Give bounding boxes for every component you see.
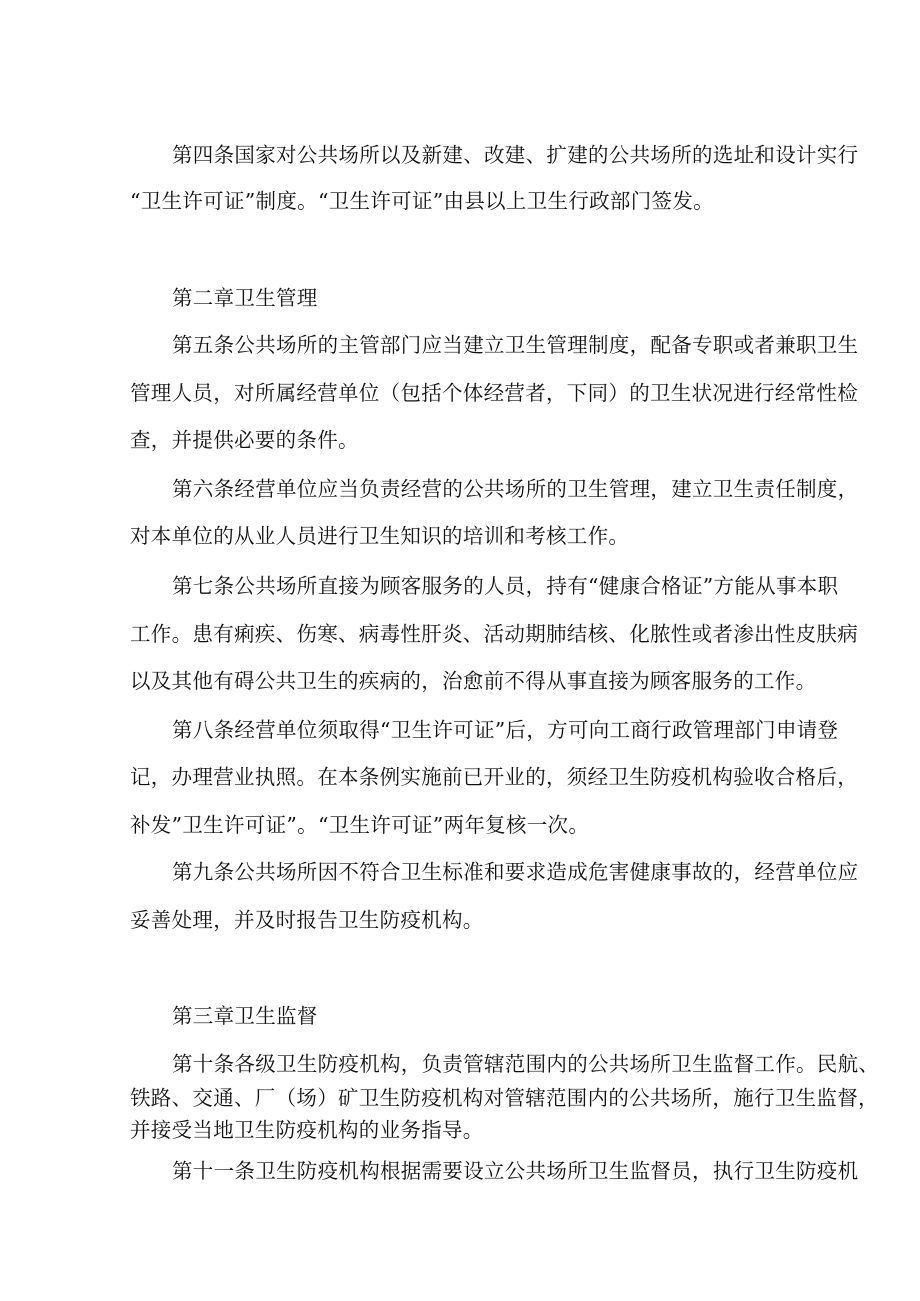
article-10-line-2: 铁路、交通、厂（场）矿卫生防疫机构对管辖范围内的公共场所，施行卫生监督， xyxy=(130,1086,879,1110)
article-8-line-1: 第八条经营单位须取得“卫生许可证”后，方可向工商行政管理部门申请登 xyxy=(172,718,839,742)
article-7-line-3: 以及其他有碍公共卫生的疾病的，治愈前不得从事直接为顾客服务的工作。 xyxy=(130,669,817,693)
article-8-line-2: 记，办理营业执照。在本条例实施前已开业的，须经卫生防疫机构验收合格后， xyxy=(130,765,858,789)
article-5-line-3: 查，并提供必要的条件。 xyxy=(130,428,359,452)
article-5-line-1: 第五条公共场所的主管部门应当建立卫生管理制度，配备专职或者兼职卫生 xyxy=(172,333,859,357)
article-9-line-2: 妥善处理，并及时报告卫生防疫机构。 xyxy=(130,908,484,932)
article-8-line-3: 补发”卫生许可证”。“卫生许可证”两年复核一次。 xyxy=(130,813,590,837)
article-6-line-2: 对本单位的从业人员进行卫生知识的培训和考核工作。 xyxy=(130,524,630,548)
article-4-line-1: 第四条国家对公共场所以及新建、改建、扩建的公共场所的选址和设计实行 xyxy=(172,143,859,167)
article-11-line-1: 第十一条卫生防疫机构根据需要设立公共场所卫生监督员，执行卫生防疫机 xyxy=(172,1159,859,1183)
article-7-line-2: 工作。患有痢疾、伤寒、病毒性肝炎、活动期肺结核、化脓性或者渗出性皮肤病 xyxy=(130,622,858,646)
article-7-line-1: 第七条公共场所直接为顾客服务的人员，持有“健康合格证”方能从事本职 xyxy=(172,574,839,598)
article-10-line-3: 并接受当地卫生防疫机构的业务指导。 xyxy=(130,1118,484,1142)
article-4-line-2: “卫生许可证”制度。“卫生许可证”由县以上卫生行政部门签发。 xyxy=(130,189,714,213)
article-9-line-1: 第九条公共场所因不符合卫生标准和要求造成危害健康事故的，经营单位应 xyxy=(172,860,859,884)
chapter-3-heading: 第三章卫生监督 xyxy=(172,1004,318,1028)
article-10-line-1: 第十条各级卫生防疫机构，负责管辖范围内的公共场所卫生监督工作。民航、 xyxy=(172,1052,880,1076)
article-6-line-1: 第六条经营单位应当负责经营的公共场所的卫生管理，建立卫生责任制度， xyxy=(172,477,859,501)
chapter-2-heading: 第二章卫生管理 xyxy=(172,286,318,310)
article-5-line-2: 管理人员，对所属经营单位（包括个体经营者，下同）的卫生状况进行经常性检 xyxy=(130,381,858,405)
